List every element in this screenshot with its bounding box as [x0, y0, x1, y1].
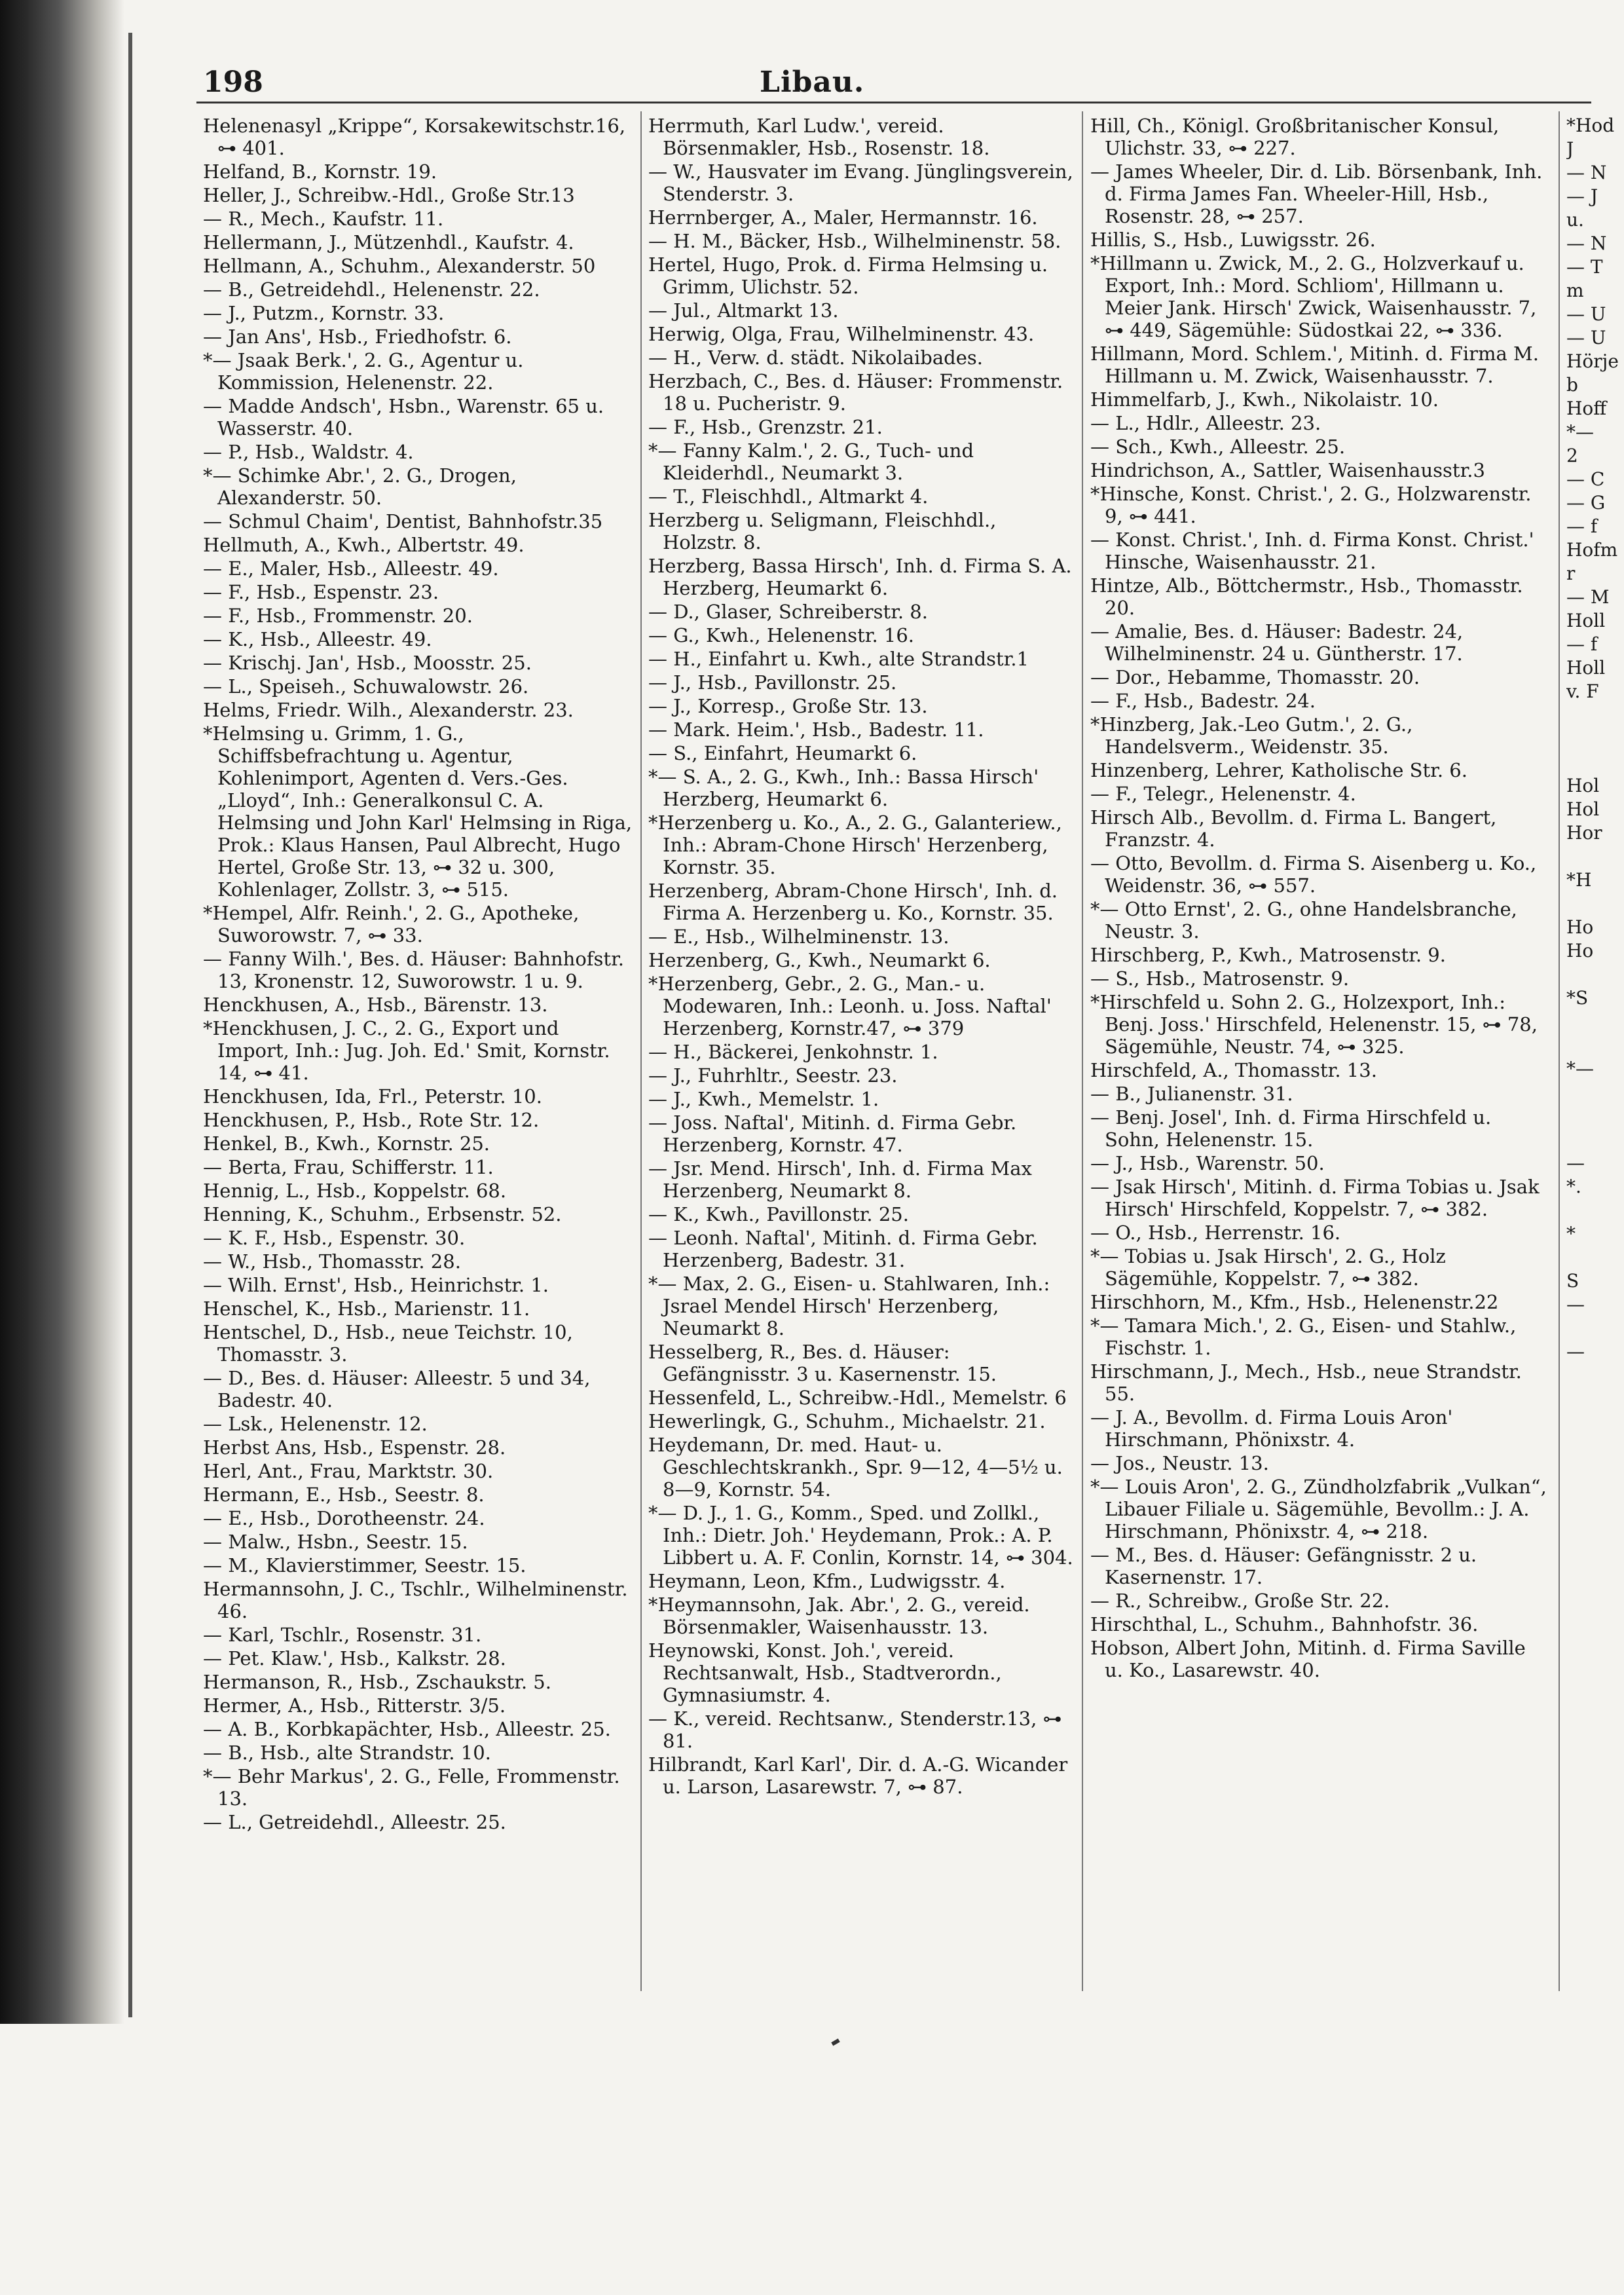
- directory-entry: [1566, 751, 1624, 774]
- directory-entry: Heller, J., Schreibw.-Hdl., Große Str.13: [203, 184, 575, 206]
- directory-entry: *— Tamara Mich.', 2. G., Eisen- und Stahlw., Fischstr. 1.: [1090, 1315, 1517, 1359]
- directory-entry: — F., Hsb., Frommenstr. 20.: [203, 605, 473, 627]
- directory-entry: *Herzenberg u. Ko., A., 2. G., Galanteriew., Inh.: Abram-Chone Hirsch' Herzenberg, Kornstr. 35.: [648, 812, 1062, 878]
- directory-entry: *S: [1566, 987, 1589, 1009]
- directory-entry: Hillis, S., Hsb., Luwigsstr. 26.: [1090, 229, 1376, 251]
- directory-entry: — B., Hsb., alte Strandstr. 10.: [203, 1742, 491, 1764]
- directory-entry: Hermanson, R., Hsb., Zschaukstr. 5.: [203, 1671, 551, 1693]
- directory-entry: — F., Hsb., Espenstr. 23.: [203, 581, 439, 603]
- directory-entry: *—: [1566, 1058, 1594, 1079]
- directory-entry: — U: [1566, 327, 1606, 348]
- directory-entry: — James Wheeler, Dir. d. Lib. Börsenbank, Inh. d. Firma James Fan. Wheeler-Hill, Hsb., Rosenstr. 28, ⊶ 257.: [1090, 160, 1543, 227]
- directory-entry: *Hirschfeld u. Sohn 2. G., Holzexport, Inh.: Benj. Joss.' Hirschfeld, Helenenstr. 15, ⊶ 78, Sägemühle, Neustr. 74, ⊶ 325.: [1090, 991, 1538, 1058]
- directory-entry: — F., Hsb., Grenzstr. 21.: [648, 416, 883, 438]
- directory-entry: — Madde Andsch', Hsbn., Warenstr. 65 u. Wasserstr. 40.: [203, 395, 604, 439]
- directory-entry: *Hempel, Alfr. Reinh.', 2. G., Apotheke, Suworowstr. 7, ⊶ 33.: [203, 902, 580, 946]
- directory-entry: v. F: [1566, 681, 1599, 702]
- directory-entry: Hermer, A., Hsb., Ritterstr. 3/5.: [203, 1694, 506, 1717]
- directory-entry: Hellmann, A., Schuhm., Alexanderstr. 50: [203, 255, 596, 277]
- directory-entry: — Fanny Wilh.', Bes. d. Häuser: Bahnhofstr. 13, Kronenstr. 12, Suworowstr. 1 u. 9.: [203, 948, 624, 992]
- directory-entry: — J: [1566, 185, 1598, 207]
- directory-entry: — W., Hausvater im Evang. Jünglingsverein, Stenderstr. 3.: [648, 160, 1073, 205]
- directory-entry: *: [1566, 1223, 1576, 1244]
- directory-entry: — E., Maler, Hsb., Alleestr. 49.: [203, 557, 499, 580]
- directory-entry: — K., vereid. Rechtsanw., Stenderstr.13, ⊶ 81.: [648, 1707, 1062, 1752]
- header-rule: [196, 102, 1591, 103]
- directory-entry: *Hinsche, Konst. Christ.', 2. G., Holzwarenstr. 9, ⊶ 441.: [1090, 483, 1532, 527]
- directory-entry: — K., Hsb., Alleestr. 49.: [203, 628, 432, 650]
- directory-entry: Herzberg u. Seligmann, Fleischhdl., Holzstr. 8.: [648, 509, 997, 553]
- directory-entry: Henschel, K., Hsb., Marienstr. 11.: [203, 1297, 530, 1320]
- directory-entry: — E., Hsb., Dorotheenstr. 24.: [203, 1507, 485, 1529]
- directory-entry: — Jsak Hirsch', Mitinh. d. Firma Tobias u. Jsak Hirsch' Hirschfeld, Koppelstr. 7, ⊶ 382.: [1090, 1176, 1540, 1220]
- directory-entry: Hoff: [1566, 398, 1607, 419]
- directory-entry: *— Jsaak Berk.', 2. G., Agentur u. Kommission, Helenenstr. 22.: [203, 349, 524, 394]
- directory-entry: Hewerlingk, G., Schuhm., Michaelstr. 21.: [648, 1410, 1046, 1432]
- book-binding-shadow: [0, 0, 124, 2024]
- directory-entry: Henckhusen, Ida, Frl., Peterstr. 10.: [203, 1085, 542, 1108]
- directory-entry: — N: [1566, 233, 1607, 254]
- directory-entry: — T: [1566, 256, 1603, 278]
- directory-entry: [1566, 728, 1624, 750]
- directory-entry: — Krischj. Jan', Hsb., Moosstr. 25.: [203, 652, 532, 674]
- directory-entry: —: [1566, 1152, 1585, 1174]
- directory-entry: — H. M., Bäcker, Hsb., Wilhelminenstr. 58.: [648, 230, 1061, 252]
- directory-entry: *— Schimke Abr.', 2. G., Drogen, Alexanderstr. 50.: [203, 464, 517, 509]
- directory-entry: *— Fanny Kalm.', 2. G., Tuch- und Kleiderhdl., Neumarkt 3.: [648, 439, 974, 484]
- directory-entry: Henning, K., Schuhm., Erbsenstr. 52.: [203, 1203, 562, 1225]
- directory-entry: [1566, 963, 1624, 986]
- directory-entry: — Konst. Christ.', Inh. d. Firma Konst. Christ.' Hinsche, Waisenhausstr. 21.: [1090, 529, 1534, 573]
- directory-entry: Hilbrandt, Karl Karl', Dir. d. A.-G. Wicander u. Larson, Lasarewstr. 7, ⊶ 87.: [648, 1753, 1068, 1798]
- directory-entry: — L., Hdlr., Alleestr. 23.: [1090, 412, 1321, 434]
- directory-entry: — f: [1566, 633, 1598, 655]
- directory-entry: Hesselberg, R., Bes. d. Häuser: Gefängnisstr. 3 u. Kasernenstr. 15.: [648, 1341, 997, 1385]
- directory-entry: — Schmul Chaim', Dentist, Bahnhofstr.35: [203, 510, 603, 532]
- directory-entry: — L., Speiseh., Schuwalowstr. 26.: [203, 675, 529, 698]
- directory-entry: *Hod: [1566, 115, 1615, 136]
- directory-entry: *— Max, 2. G., Eisen- u. Stahlwaren, Inh.: Jsrael Mendel Hirsch' Herzenberg, Neumarkt 8.: [648, 1273, 1050, 1339]
- directory-entry: Himmelfarb, J., Kwh., Nikolaistr. 10.: [1090, 388, 1439, 411]
- directory-entry: — f: [1566, 515, 1598, 537]
- directory-entry: — S., Einfahrt, Heumarkt 6.: [648, 742, 917, 764]
- directory-entry: Herl, Ant., Frau, Marktstr. 30.: [203, 1460, 494, 1482]
- directory-entry: Hermannsohn, J. C., Tschlr., Wilhelminenstr. 46.: [203, 1578, 628, 1622]
- directory-entry: Hirsch Alb., Bevollm. d. Firma L. Bangert, Franzstr. 4.: [1090, 806, 1497, 851]
- directory-entry: [1566, 1011, 1624, 1033]
- directory-entry: *— Louis Aron', 2. G., Zündholzfabrik „Vulkan“, Libauer Filiale u. Sägemühle, Bevollm.: J. A. Hirschmann, Phönixstr. 4, ⊶ 218.: [1090, 1476, 1547, 1542]
- directory-entry: [1566, 1081, 1624, 1104]
- column-rule-2: [1082, 111, 1083, 1991]
- directory-entry: — Dor., Hebamme, Thomasstr. 20.: [1090, 666, 1420, 688]
- directory-entry: *.: [1566, 1176, 1581, 1197]
- directory-entry: Heydemann, Dr. med. Haut- u. Geschlechtskrankh., Spr. 9—12, 4—5½ u. 8—9, Kornstr. 54.: [648, 1434, 1063, 1501]
- directory-entry: *— Otto Ernst', 2. G., ohne Handelsbranche, Neustr. 3.: [1090, 898, 1517, 942]
- page-number: 198: [203, 65, 263, 99]
- directory-entry: — Berta, Frau, Schifferstr. 11.: [203, 1156, 494, 1178]
- directory-entry: — J., Fuhrhltr., Seestr. 23.: [648, 1064, 898, 1087]
- directory-entry: Ho: [1566, 940, 1594, 961]
- directory-entry: Hertel, Hugo, Prok. d. Firma Helmsing u. Grimm, Ulichstr. 52.: [648, 253, 1048, 298]
- directory-entry: — J., Putzm., Kornstr. 33.: [203, 302, 445, 324]
- directory-entry: — G., Kwh., Helenenstr. 16.: [648, 624, 914, 646]
- directory-entry: — Lsk., Helenenstr. 12.: [203, 1413, 428, 1435]
- directory-entry: Helms, Friedr. Wilh., Alexanderstr. 23.: [203, 699, 574, 721]
- directory-entry: Herzenberg, G., Kwh., Neumarkt 6.: [648, 949, 991, 971]
- running-head: Libau.: [760, 65, 865, 99]
- directory-entry: S: [1566, 1270, 1579, 1292]
- directory-entry: Hellermann, J., Mützenhdl., Kaufstr. 4.: [203, 231, 574, 253]
- directory-entry: Herrnberger, A., Maler, Hermannstr. 16.: [648, 206, 1038, 229]
- directory-entry: *Herzenberg, Gebr., 2. G., Man.- u. Modewaren, Inh.: Leonh. u. Joss. Naftal' Herzenberg, Kornstr.47, ⊶ 379: [648, 973, 1052, 1039]
- directory-entry: — L., Getreidehdl., Alleestr. 25.: [203, 1811, 506, 1833]
- directory-entry: — K., Kwh., Pavillonstr. 25.: [648, 1203, 909, 1225]
- directory-entry: — B., Julianenstr. 31.: [1090, 1083, 1293, 1105]
- directory-entry: Hol: [1566, 775, 1600, 796]
- directory-entry: [1566, 704, 1624, 726]
- directory-entry: — Jul., Altmarkt 13.: [648, 299, 839, 322]
- directory-entry: [1566, 1317, 1624, 1339]
- directory-entry: Heynowski, Konst. Joh.', vereid. Rechtsanwalt, Hsb., Stadtverordn., Gymnasiumstr. 4.: [648, 1639, 1002, 1706]
- directory-entry: *— Tobias u. Jsak Hirsch', 2. G., Holz Sägemühle, Koppelstr. 7, ⊶ 382.: [1090, 1245, 1446, 1290]
- directory-entry: Hindrichson, A., Sattler, Waisenhausstr.3: [1090, 459, 1485, 481]
- directory-entry: Holl: [1566, 610, 1606, 631]
- directory-entry: — Karl, Tschlr., Rosenstr. 31.: [203, 1624, 482, 1646]
- directory-entry: m: [1566, 280, 1584, 301]
- directory-entry: — E., Hsb., Wilhelminenstr. 13.: [648, 925, 950, 948]
- directory-entry: — Joss. Naftal', Mitinh. d. Firma Gebr. Herzenberg, Kornstr. 47.: [648, 1111, 1017, 1156]
- directory-entry: — P., Hsb., Waldstr. 4.: [203, 441, 414, 463]
- directory-entry: *— D. J., 1. G., Komm., Sped. und Zollkl., Inh.: Dietr. Joh.' Heydemann, Prok.: A. P. Libbert u. A. F. Conlin, Kornstr. 14, ⊶ 304.: [648, 1502, 1073, 1569]
- directory-entry: Hermann, E., Hsb., Seestr. 8.: [203, 1483, 485, 1506]
- directory-entry: Herzbach, C., Bes. d. Häuser: Frommenstr. 18 u. Pucheristr. 9.: [648, 370, 1063, 415]
- directory-entry: — Amalie, Bes. d. Häuser: Badestr. 24, Wilhelminenstr. 24 u. Güntherstr. 17.: [1090, 620, 1464, 665]
- directory-entry: Herrmuth, Karl Ludw.', vereid. Börsenmakler, Hsb., Rosenstr. 18.: [648, 115, 990, 159]
- directory-entry: *Hinzberg, Jak.-Leo Gutm.', 2. G., Handelsverm., Weidenstr. 35.: [1090, 713, 1413, 758]
- directory-entry: Hennig, L., Hsb., Koppelstr. 68.: [203, 1180, 507, 1202]
- directory-entry: *—: [1566, 421, 1594, 443]
- directory-entry: Helfand, B., Kornstr. 19.: [203, 160, 437, 183]
- directory-entry: Hill, Ch., Königl. Großbritanischer Konsul, Ulichstr. 33, ⊶ 227.: [1090, 115, 1500, 159]
- directory-entry: — R., Mech., Kaufstr. 11.: [203, 208, 444, 230]
- directory-entry: Hol: [1566, 798, 1600, 820]
- directory-entry: Hobson, Albert John, Mitinh. d. Firma Saville u. Ko., Lasarewstr. 40.: [1090, 1637, 1526, 1681]
- directory-entry: *— S. A., 2. G., Kwh., Inh.: Bassa Hirsch' Herzberg, Heumarkt 6.: [648, 766, 1039, 810]
- directory-entry: u.: [1566, 209, 1584, 231]
- directory-entry: — J., Hsb., Warenstr. 50.: [1090, 1152, 1325, 1174]
- directory-entry: Hentschel, D., Hsb., neue Teichstr. 10, Thomasstr. 3.: [203, 1321, 573, 1366]
- directory-entry: [1566, 1034, 1624, 1056]
- directory-entry: — J., Hsb., Pavillonstr. 25.: [648, 671, 897, 694]
- directory-entry: — F., Hsb., Badestr. 24.: [1090, 690, 1316, 712]
- directory-entry: — G: [1566, 492, 1606, 513]
- directory-entry: Ho: [1566, 916, 1594, 938]
- directory-entry: Holl: [1566, 657, 1606, 679]
- directory-entry: *Heymannsohn, Jak. Abr.', 2. G., vereid. Börsenmakler, Waisenhausstr. 13.: [648, 1594, 1030, 1638]
- directory-entry: — J., Kwh., Memelstr. 1.: [648, 1088, 879, 1110]
- directory-entry: [1566, 846, 1624, 868]
- directory-entry: Hellmuth, A., Kwh., Albertstr. 49.: [203, 534, 525, 556]
- directory-entry: *Henckhusen, J. C., 2. G., Export und Import, Inh.: Jug. Joh. Ed.' Smit, Kornstr. 14, ⊶ 41.: [203, 1017, 610, 1084]
- directory-entry: — D., Glaser, Schreiberstr. 8.: [648, 601, 928, 623]
- stray-ink-mark: [831, 2038, 840, 2045]
- directory-entry: Hillmann, Mord. Schlem.', Mitinh. d. Firma M. Hillmann u. M. Zwick, Waisenhausstr. 7.: [1090, 343, 1539, 387]
- directory-entry: [1566, 893, 1624, 915]
- directory-entry: — Wilh. Ernst', Hsb., Heinrichstr. 1.: [203, 1274, 549, 1296]
- directory-entry: — Jan Ans', Hsb., Friedhofstr. 6.: [203, 326, 512, 348]
- directory-entry: Heymann, Leon, Kfm., Ludwigsstr. 4.: [648, 1570, 1006, 1592]
- column-rule-1: [640, 111, 642, 1991]
- directory-entry: b: [1566, 374, 1578, 396]
- directory-column-4-cut-off: [1566, 115, 1624, 1988]
- directory-entry: Henkel, B., Kwh., Kornstr. 25.: [203, 1132, 490, 1155]
- directory-entry: J: [1566, 138, 1574, 160]
- directory-entry: — Otto, Bevollm. d. Firma S. Aisenberg u. Ko., Weidenstr. 36, ⊶ 557.: [1090, 852, 1537, 897]
- directory-entry: — K. F., Hsb., Espenstr. 30.: [203, 1227, 466, 1249]
- directory-entry: — M: [1566, 586, 1610, 608]
- directory-entry: — S., Hsb., Matrosenstr. 9.: [1090, 967, 1350, 990]
- column-rule-3: [1559, 111, 1560, 1991]
- directory-entry: — M., Bes. d. Häuser: Gefängnisstr. 2 u. Kasernenstr. 17.: [1090, 1544, 1477, 1588]
- directory-entry: Hirschfeld, A., Thomasstr. 13.: [1090, 1059, 1377, 1081]
- directory-entry: 2: [1566, 445, 1578, 466]
- directory-entry: — H., Verw. d. städt. Nikolaibades.: [648, 346, 983, 369]
- directory-entry: [1566, 1199, 1624, 1222]
- directory-entry: Herzberg, Bassa Hirsch', Inh. d. Firma S. A. Herzberg, Heumarkt 6.: [648, 555, 1072, 599]
- directory-entry: — H., Einfahrt u. Kwh., alte Strandstr.1: [648, 648, 1029, 670]
- directory-entry: — Leonh. Naftal', Mitinh. d. Firma Gebr. Herzenberg, Badestr. 31.: [648, 1227, 1038, 1271]
- directory-entry: — Malw., Hsbn., Seestr. 15.: [203, 1531, 468, 1553]
- directory-entry: Herbst Ans, Hsb., Espenstr. 28.: [203, 1436, 506, 1459]
- directory-entry: Helenenasyl „Krippe“, Korsakewitschstr.16, ⊶ 401.: [203, 115, 626, 159]
- directory-entry: — N: [1566, 162, 1607, 183]
- directory-entry: Herwig, Olga, Frau, Wilhelminenstr. 43.: [648, 323, 1035, 345]
- directory-column-1: [203, 115, 635, 1988]
- directory-column-2: [648, 115, 1074, 1988]
- directory-entry: *Hillmann u. Zwick, M., 2. G., Holzverkauf u. Export, Inh.: Mord. Schliom', Hillmann u. Meier Jank. Hirsch' Zwick, Waisenhausstr. 7, ⊶ 449, Sägemühle: Südostkai 22, ⊶ 336.: [1090, 252, 1537, 341]
- directory-entry: — U: [1566, 303, 1606, 325]
- directory-entry: — J., Korresp., Große Str. 13.: [648, 695, 928, 717]
- directory-entry: — M., Klavierstimmer, Seestr. 15.: [203, 1554, 526, 1577]
- directory-entry: Herzenberg, Abram-Chone Hirsch', Inh. d. Firma A. Herzenberg u. Ko., Kornstr. 35.: [648, 880, 1058, 924]
- directory-entry: Hirschhorn, M., Kfm., Hsb., Helenenstr.22: [1090, 1291, 1499, 1313]
- directory-entry: Hintze, Alb., Böttchermstr., Hsb., Thomasstr. 20.: [1090, 574, 1523, 619]
- directory-entry: Hofm: [1566, 539, 1618, 561]
- directory-entry: Hessenfeld, L., Schreibw.-Hdl., Memelstr. 6: [648, 1387, 1067, 1409]
- directory-entry: — Benj. Josel', Inh. d. Firma Hirschfeld u. Sohn, Helenenstr. 15.: [1090, 1106, 1492, 1151]
- directory-entry: r: [1566, 563, 1576, 584]
- directory-entry: Hirschberg, P., Kwh., Matrosenstr. 9.: [1090, 944, 1446, 966]
- directory-entry: *— Behr Markus', 2. G., Felle, Frommenstr. 13.: [203, 1765, 620, 1810]
- directory-entry: [1566, 1129, 1624, 1151]
- directory-entry: — O., Hsb., Herrenstr. 16.: [1090, 1222, 1341, 1244]
- directory-entry: — Jos., Neustr. 13.: [1090, 1452, 1269, 1474]
- directory-entry: [1566, 1246, 1624, 1269]
- directory-entry: Hinzenberg, Lehrer, Katholische Str. 6.: [1090, 759, 1467, 781]
- directory-entry: — A. B., Korbkapächter, Hsb., Alleestr. 25.: [203, 1718, 611, 1740]
- directory-entry: — D., Bes. d. Häuser: Alleestr. 5 und 34, Badestr. 40.: [203, 1367, 591, 1411]
- directory-entry: — T., Fleischhdl., Altmarkt 4.: [648, 485, 929, 508]
- directory-entry: — B., Getreidehdl., Helenenstr. 22.: [203, 278, 540, 301]
- directory-entry: — J. A., Bevollm. d. Firma Louis Aron' Hirschmann, Phönixstr. 4.: [1090, 1406, 1453, 1451]
- directory-entry: —: [1566, 1341, 1585, 1362]
- directory-entry: — R., Schreibw., Große Str. 22.: [1090, 1590, 1390, 1612]
- directory-entry: — Mark. Heim.', Hsb., Badestr. 11.: [648, 718, 984, 741]
- directory-entry: — F., Telegr., Helenenstr. 4.: [1090, 783, 1356, 805]
- directory-entry: *Helmsing u. Grimm, 1. G., Schiffsbefrachtung u. Agentur, Kohlenimport, Agenten d. Vers.-Ges. „Lloyd“, Inh.: Generalkonsul C. A. Helmsing und John Karl' Helmsing in Riga, Prok.: Klaus Hansen, Paul Albrecht, Hugo Hertel, Große Str. 13, ⊶ 32 u. 300, Kohlenlager, Zollstr. 3, ⊶ 515.: [203, 722, 633, 901]
- directory-entry: — Jsr. Mend. Hirsch', Inh. d. Firma Max Herzenberg, Neumarkt 8.: [648, 1157, 1032, 1202]
- directory-entry: Hirschthal, L., Schuhm., Bahnhofstr. 36.: [1090, 1613, 1479, 1635]
- directory-entry: — C: [1566, 468, 1605, 490]
- directory-entry: Henckhusen, P., Hsb., Rote Str. 12.: [203, 1109, 540, 1131]
- directory-entry: [1566, 1105, 1624, 1127]
- directory-entry: —: [1566, 1294, 1585, 1315]
- directory-entry: Hörje: [1566, 350, 1619, 372]
- directory-entry: Henckhusen, A., Hsb., Bärenstr. 13.: [203, 994, 548, 1016]
- directory-entry: — Sch., Kwh., Alleestr. 25.: [1090, 436, 1346, 458]
- directory-column-3: [1090, 115, 1549, 1988]
- directory-entry: Hirschmann, J., Mech., Hsb., neue Strandstr. 55.: [1090, 1360, 1522, 1405]
- directory-entry: *H: [1566, 869, 1592, 891]
- binding-rule: [128, 33, 132, 2017]
- directory-entry: — W., Hsb., Thomasstr. 28.: [203, 1250, 461, 1273]
- directory-entry: — Pet. Klaw.', Hsb., Kalkstr. 28.: [203, 1647, 506, 1670]
- directory-entry: Hor: [1566, 822, 1602, 844]
- directory-entry: — H., Bäckerei, Jenkohnstr. 1.: [648, 1041, 938, 1063]
